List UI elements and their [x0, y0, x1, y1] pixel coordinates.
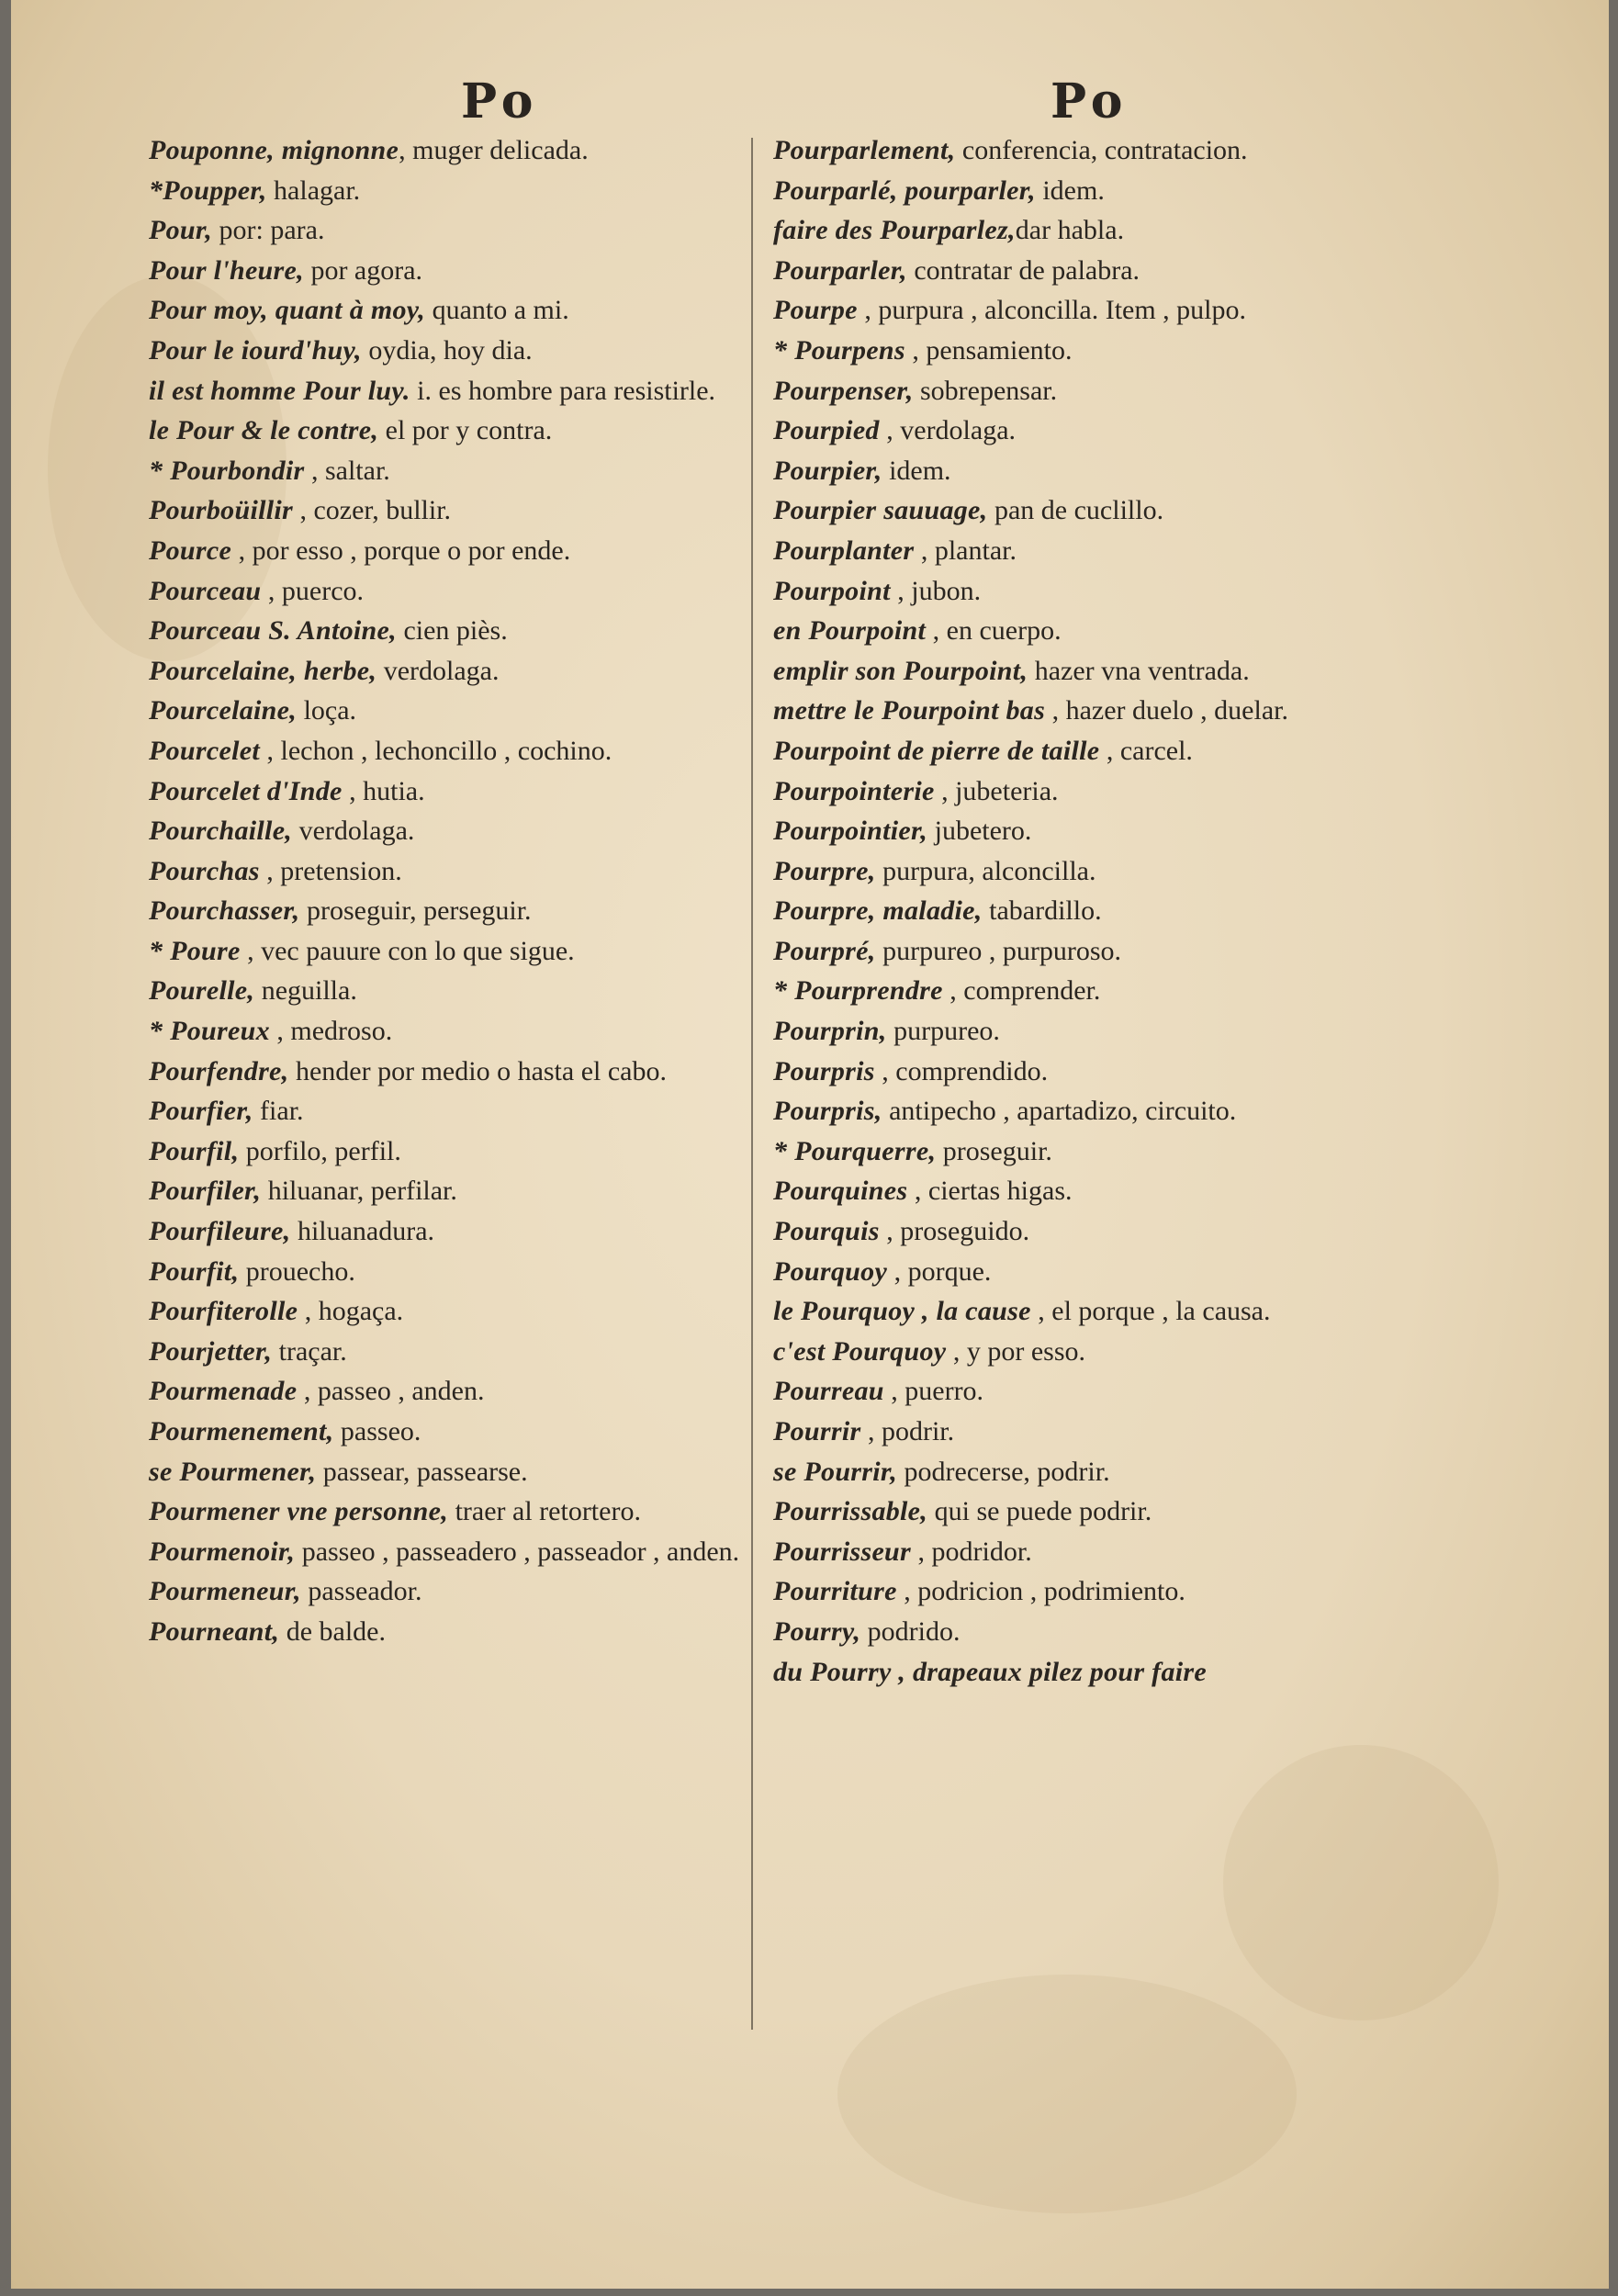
dictionary-entry [773, 411, 1416, 451]
dictionary-entry [149, 1612, 773, 1652]
entry-definition: purpureo. [886, 1016, 1000, 1047]
entry-headword: Pourpe [773, 295, 858, 326]
entry-headword: mettre le Pourpoint bas [773, 695, 1046, 726]
entry-definition: verdolaga. [376, 655, 500, 686]
entry-headword: Pourchas [149, 855, 260, 886]
dictionary-entry [773, 171, 1416, 211]
dictionary-entry [149, 1252, 773, 1292]
dictionary-entry [149, 891, 773, 931]
entry-headword: * Poure [149, 935, 241, 966]
entry-definition: , porque. [887, 1255, 992, 1287]
entry-headword: Pourfileure, [149, 1216, 291, 1247]
dictionary-entry [773, 611, 1416, 651]
dictionary-entry [149, 731, 773, 771]
entry-definition: , muger delicada. [399, 135, 589, 165]
entry-headword: c'est Pourquoy [773, 1335, 947, 1367]
dictionary-entry [773, 1412, 1416, 1452]
dictionary-entry [149, 490, 773, 531]
entry-headword: Pourcelaine, [149, 695, 298, 726]
entry-definition: , podrir. [860, 1416, 955, 1446]
entry-headword: Pourneant, [149, 1615, 280, 1647]
dictionary-entry [149, 251, 773, 291]
dictionary-entry [773, 1612, 1416, 1652]
entry-definition: antipecho , apartadizo, circuito. [882, 1096, 1237, 1127]
entry-definition: proseguir. [936, 1135, 1052, 1166]
dictionary-entry [149, 1291, 773, 1332]
entry-definition: , hutia. [342, 775, 425, 806]
paper-stain [837, 1975, 1297, 2213]
dictionary-entry [149, 371, 773, 411]
dictionary-entry [149, 771, 773, 812]
dictionary-entry [149, 171, 773, 211]
dictionary-entry [773, 571, 1416, 612]
dictionary-entry [773, 210, 1416, 251]
entry-definition: , pretension. [259, 855, 402, 886]
entry-headword: Pourpied [773, 415, 880, 446]
dictionary-entry [149, 851, 773, 892]
entry-definition: , cozer, bullir. [292, 495, 452, 526]
entry-headword: Pourpointerie [773, 775, 935, 806]
right-column [773, 130, 1416, 1692]
entry-headword: se Pourmener, [149, 1456, 317, 1487]
dictionary-entry [773, 1371, 1416, 1412]
dictionary-entry [149, 651, 773, 692]
dictionary-entry [149, 1131, 773, 1172]
dictionary-entry [149, 571, 773, 612]
dictionary-entry [149, 1091, 773, 1131]
entry-definition: proseguir, perseguir. [299, 895, 532, 927]
dictionary-entry [773, 851, 1416, 892]
entry-definition: quanto a mi. [425, 295, 569, 326]
entry-definition: , puerro. [883, 1376, 984, 1407]
entry-headword: Pourmeneur, [149, 1576, 301, 1607]
dictionary-entry [773, 371, 1416, 411]
running-header-left: Po [461, 73, 539, 129]
dictionary-entry [773, 490, 1416, 531]
entry-headword: Pourry, [773, 1615, 861, 1647]
entry-headword: Pourchasser, [149, 895, 300, 927]
entry-headword: Pourreau [773, 1376, 884, 1407]
entry-definition: passeador. [300, 1576, 422, 1607]
entry-definition: neguilla. [254, 975, 357, 1007]
dictionary-entry [773, 651, 1416, 692]
entry-definition: loça. [297, 695, 357, 726]
entry-headword: Pourrir [773, 1416, 861, 1446]
entry-definition: , medroso. [269, 1016, 393, 1047]
dictionary-entry [773, 251, 1416, 291]
entry-definition: , puerco. [261, 575, 365, 606]
entry-headword: Pourfit, [149, 1255, 240, 1287]
entry-headword: Pourriture [773, 1576, 897, 1607]
entry-headword: Pourboüillir [149, 495, 293, 526]
dictionary-entry [149, 1491, 773, 1532]
entry-headword: Pourchaille, [149, 816, 293, 847]
dictionary-entry [149, 411, 773, 451]
dictionary-entry [773, 1332, 1416, 1372]
entry-definition: , comprender. [942, 975, 1101, 1007]
entry-definition: tabardillo. [982, 895, 1102, 927]
entry-definition: dar habla. [1015, 215, 1125, 246]
entry-definition: hazer vna ventrada. [1028, 655, 1250, 686]
dictionary-entry [149, 130, 773, 171]
dictionary-entry [773, 1452, 1416, 1492]
entry-definition: fiar. [253, 1096, 304, 1127]
entry-definition: cien piès. [396, 615, 508, 647]
entry-definition: el por y contra. [378, 415, 553, 446]
entry-headword: Pourpier sauuage, [773, 495, 988, 526]
dictionary-entry [773, 531, 1416, 571]
dictionary-entry [773, 451, 1416, 491]
entry-headword: Pourparlé, pourparler, [773, 174, 1036, 206]
entry-definition: idem. [1035, 174, 1105, 206]
dictionary-entry [773, 1532, 1416, 1572]
dictionary-entry [773, 731, 1416, 771]
entry-headword: Pourrissable, [773, 1496, 928, 1527]
entry-definition: purpureo , purpuroso. [875, 935, 1122, 966]
entry-definition: passear, passearse. [316, 1456, 528, 1487]
entry-headword: Pourpoint de pierre de taille [773, 735, 1100, 766]
entry-headword: Pourpier, [773, 455, 882, 486]
dictionary-entry [149, 1412, 773, 1452]
entry-definition: , purpura , alconcilla. Item , pulpo. [857, 295, 1247, 326]
dictionary-entry [773, 1491, 1416, 1532]
dictionary-entry [773, 891, 1416, 931]
entry-definition: , saltar. [304, 455, 390, 486]
entry-headword: Pourpoint [773, 575, 891, 606]
entry-headword: Pourcelet [149, 735, 261, 766]
entry-definition: hiluanar, perfilar. [261, 1176, 457, 1207]
dictionary-entry [149, 1371, 773, 1412]
dictionary-entry [773, 931, 1416, 972]
entry-definition: prouecho. [239, 1255, 355, 1287]
entry-headword: Pourcelet d'Inde [149, 775, 343, 806]
entry-definition: pan de cuclillo. [987, 495, 1164, 526]
dictionary-entry [149, 290, 773, 331]
dictionary-entry [773, 1171, 1416, 1211]
dictionary-entry [773, 290, 1416, 331]
paper-stain [1223, 1745, 1499, 2020]
entry-headword: Pource [149, 535, 232, 566]
entry-headword: * Pourbondir [149, 455, 305, 486]
entry-headword: Pourquines [773, 1176, 908, 1207]
entry-headword: Pourfendre, [149, 1055, 289, 1086]
left-column [149, 130, 773, 1652]
entry-headword: le Pourquoy , la cause [773, 1296, 1031, 1327]
entry-headword: Pourmener vne personne, [149, 1496, 449, 1527]
entry-definition: halagar. [266, 174, 361, 206]
entry-headword: il est homme Pour luy. [149, 375, 410, 406]
entry-definition: , por esso , porque o por ende. [231, 535, 571, 566]
entry-definition: , ciertas higas. [907, 1176, 1073, 1207]
entry-definition: verdolaga. [292, 816, 415, 847]
entry-definition: , pensamiento. [905, 334, 1073, 366]
dictionary-entry [773, 1052, 1416, 1092]
entry-definition: , passeo , anden. [297, 1376, 485, 1407]
entry-definition: , proseguido. [879, 1216, 1030, 1247]
dictionary-entry [149, 531, 773, 571]
dictionary-entry [773, 331, 1416, 371]
dictionary-entry [773, 1291, 1416, 1332]
entry-headword: * Pourprendre [773, 975, 943, 1007]
entry-headword: Pourpenser, [773, 375, 914, 406]
entry-headword: Pourfiterolle [149, 1296, 298, 1327]
entry-definition: passeo , passeadero , passeador , anden. [295, 1536, 740, 1567]
entry-definition: porfilo, perfil. [239, 1135, 401, 1166]
entry-definition: podrecerse, podrir. [897, 1456, 1110, 1487]
entry-headword: Pouponne, mignonne [149, 135, 399, 165]
entry-headword: Pourmenoir, [149, 1536, 296, 1567]
entry-headword: *Poupper, [149, 174, 267, 206]
entry-definition: traçar. [272, 1335, 347, 1367]
entry-headword: Pourquis [773, 1216, 880, 1247]
entry-headword: Pourpre, maladie, [773, 895, 983, 927]
entry-headword: le Pour & le contre, [149, 415, 379, 446]
entry-definition: , plantar. [914, 535, 1017, 566]
entry-definition: hiluanadura. [290, 1216, 435, 1247]
dictionary-entry [773, 1652, 1416, 1693]
dictionary-entry [773, 1571, 1416, 1612]
entry-headword: Pourplanter [773, 535, 915, 566]
entry-definition: hender por medio o hasta el cabo. [288, 1055, 667, 1086]
dictionary-entry [149, 1011, 773, 1052]
entry-definition: , jubeteria. [934, 775, 1059, 806]
entry-definition: i. es hombre para resistirle. [410, 375, 716, 406]
entry-headword: * Poureux [149, 1016, 270, 1047]
entry-definition: , comprendido. [874, 1055, 1049, 1086]
entry-headword: Pour, [149, 215, 213, 246]
entry-headword: Pourprin, [773, 1016, 887, 1047]
entry-definition: , y por esso. [946, 1335, 1086, 1367]
entry-headword: Pourpre, [773, 855, 876, 886]
entry-headword: emplir son Pourpoint, [773, 655, 1028, 686]
dictionary-entry [149, 1052, 773, 1092]
entry-headword: Pourparlement, [773, 135, 956, 165]
entry-headword: Pour moy, quant à moy, [149, 295, 426, 326]
entry-headword: Pourceau S. Antoine, [149, 615, 397, 647]
entry-headword: * Pourquerre, [773, 1135, 937, 1166]
entry-definition: idem. [882, 455, 951, 486]
dictionary-entry [149, 210, 773, 251]
entry-headword: Pourpré, [773, 935, 876, 966]
entry-definition: sobrepensar. [913, 375, 1058, 406]
entry-definition: , carcel. [1099, 735, 1193, 766]
dictionary-entry [149, 451, 773, 491]
entry-definition: qui se puede podrir. [927, 1496, 1152, 1527]
entry-definition: de balde. [279, 1615, 386, 1647]
entry-definition: , jubon. [890, 575, 982, 606]
entry-definition: por: para. [212, 215, 325, 246]
running-header-right: Po [1051, 73, 1129, 129]
dictionary-entry [149, 1571, 773, 1612]
entry-definition: purpura, alconcilla. [875, 855, 1096, 886]
entry-definition: , hazer duelo , duelar. [1045, 695, 1288, 726]
dictionary-entry [149, 971, 773, 1011]
dictionary-entry [773, 1011, 1416, 1052]
dictionary-entry [149, 1532, 773, 1572]
entry-definition: , podricion , podrimiento. [896, 1576, 1185, 1607]
entry-headword: Pourpointier, [773, 816, 928, 847]
entry-headword: Pourfiler, [149, 1176, 262, 1207]
dictionary-entry [149, 1211, 773, 1252]
entry-headword: Pourceau [149, 575, 262, 606]
page [11, 0, 1609, 2289]
entry-definition: , vec pauure con lo que sigue. [240, 935, 575, 966]
entry-definition: , en cuerpo. [926, 615, 1062, 647]
entry-definition: oydia, hoy dia. [361, 334, 533, 366]
entry-headword: faire des Pourparlez, [773, 215, 1016, 246]
entry-definition: jubetero. [927, 816, 1032, 847]
dictionary-entry [149, 1332, 773, 1372]
entry-headword: Pourmenement, [149, 1416, 334, 1446]
dictionary-entry [773, 1211, 1416, 1252]
entry-headword: * Pourpens [773, 334, 905, 366]
entry-headword: en Pourpoint [773, 615, 927, 647]
dictionary-entry [773, 1091, 1416, 1131]
entry-definition: , podridor. [911, 1536, 1032, 1567]
entry-headword: Pourmenade [149, 1376, 298, 1407]
entry-definition: , verdolaga. [879, 415, 1017, 446]
entry-headword: Pourelle, [149, 975, 255, 1007]
dictionary-entry [773, 691, 1416, 731]
entry-headword: Pourrisseur [773, 1536, 912, 1567]
entry-headword: Pourcelaine, herbe, [149, 655, 377, 686]
dictionary-entry [773, 130, 1416, 171]
entry-headword: du Pourry , drapeaux pilez pour faire [773, 1656, 1207, 1687]
entry-headword: Pourfil, [149, 1135, 240, 1166]
dictionary-entry [149, 331, 773, 371]
entry-definition: conferencia, contratacion. [955, 135, 1248, 165]
entry-headword: Pourquoy [773, 1255, 888, 1287]
entry-definition: traer al retortero. [448, 1496, 641, 1527]
dictionary-entry [149, 1452, 773, 1492]
dictionary-entry [773, 1252, 1416, 1292]
entry-definition: passeo. [333, 1416, 421, 1446]
dictionary-entry [149, 691, 773, 731]
dictionary-entry [149, 1171, 773, 1211]
dictionary-entry [149, 811, 773, 851]
dictionary-entry [149, 611, 773, 651]
entry-headword: Pourparler, [773, 254, 907, 286]
entry-headword: Pourfier, [149, 1096, 253, 1127]
dictionary-entry [773, 811, 1416, 851]
entry-headword: Pourjetter, [149, 1335, 273, 1367]
entry-definition: , el porque , la causa. [1030, 1296, 1271, 1327]
entry-headword: Pour l'heure, [149, 254, 304, 286]
dictionary-entry [773, 771, 1416, 812]
entry-definition: , lechon , lechoncillo , cochino. [260, 735, 612, 766]
entry-headword: se Pourrir, [773, 1456, 898, 1487]
entry-definition: podrido. [860, 1615, 961, 1647]
entry-definition: , hogaça. [298, 1296, 404, 1327]
dictionary-entry [773, 971, 1416, 1011]
entry-headword: Pourpris, [773, 1096, 882, 1127]
entry-definition: por agora. [303, 254, 423, 286]
dictionary-entry [773, 1131, 1416, 1172]
entry-headword: Pourpris [773, 1055, 875, 1086]
dictionary-entry [149, 931, 773, 972]
entry-definition: contratar de palabra. [906, 254, 1140, 286]
entry-headword: Pour le iourd'huy, [149, 334, 362, 366]
